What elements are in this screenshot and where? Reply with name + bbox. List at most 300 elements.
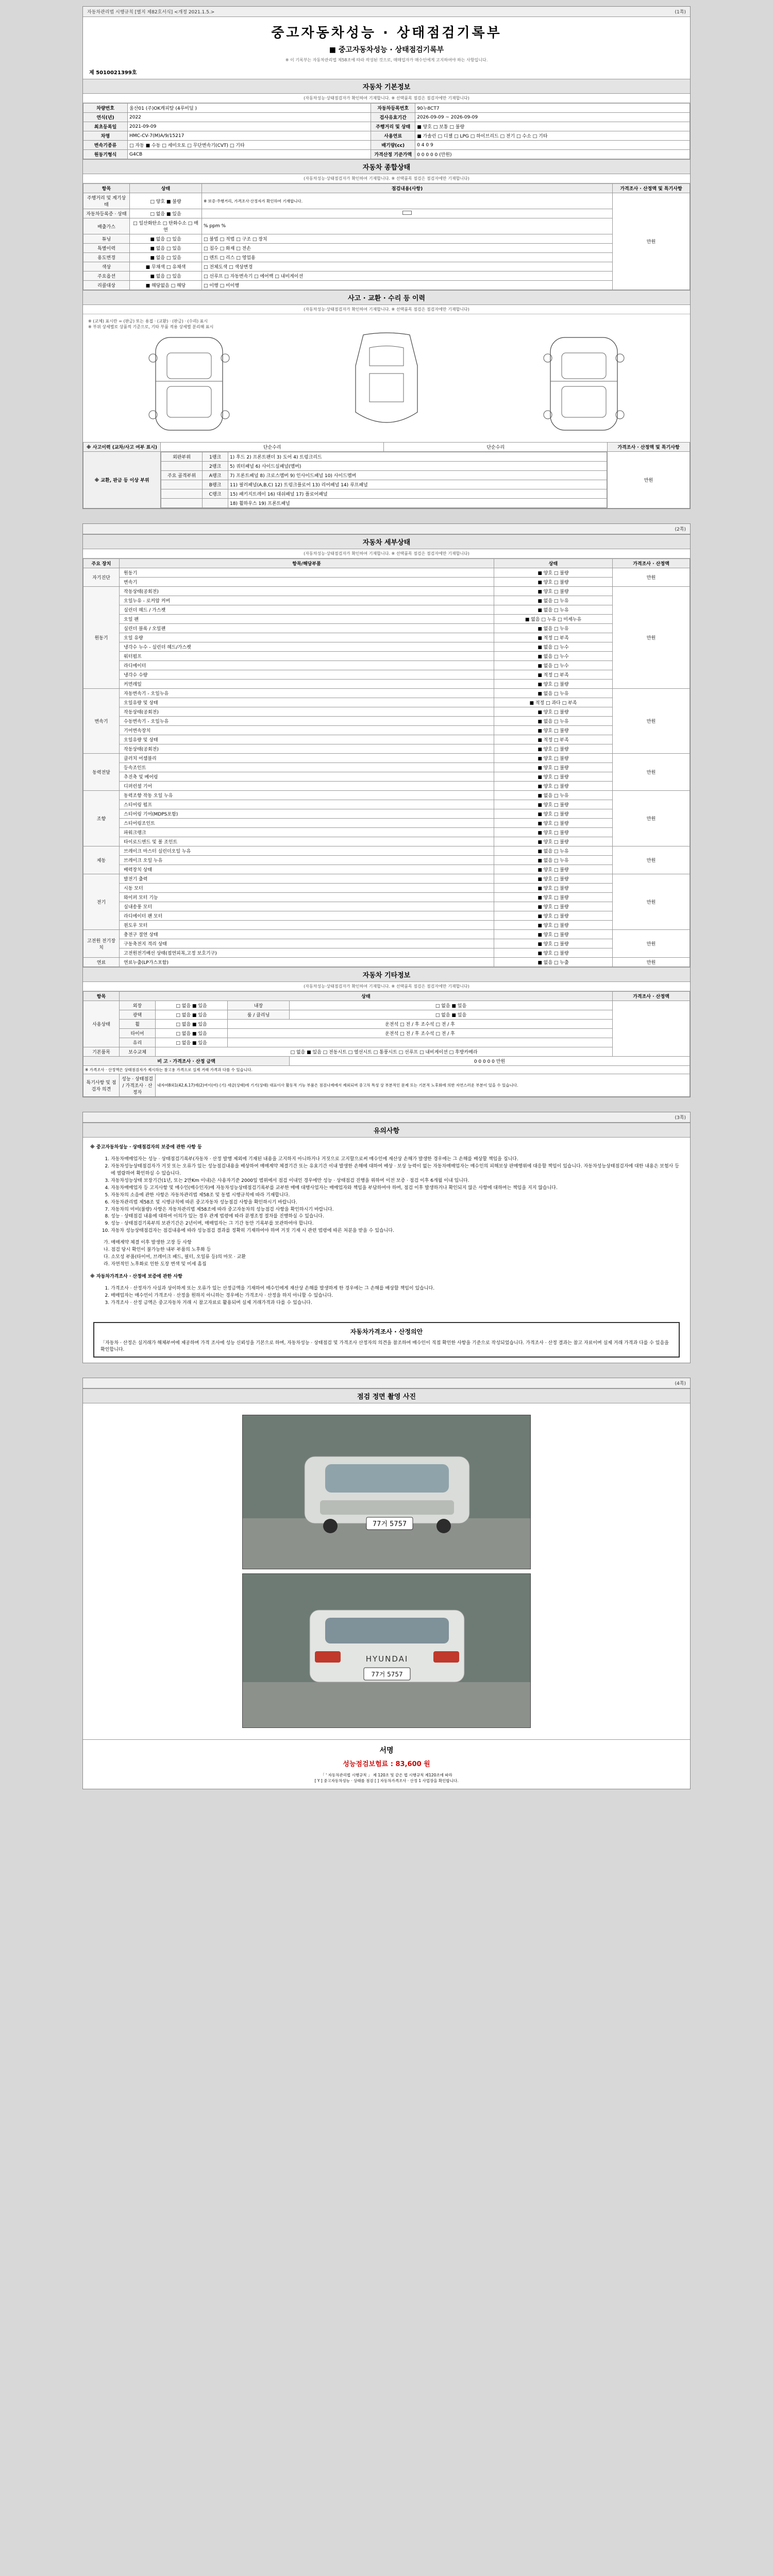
detail-state[interactable]: ■ 없음 □ 누유 □ 미세누유: [494, 615, 613, 624]
row-state[interactable]: ■ 없음 □ 있음: [130, 244, 202, 253]
part-names: 18) 휠하우스 19) 프론트패널: [228, 499, 607, 508]
detail-state[interactable]: ■ 양호 □ 불량: [494, 707, 613, 717]
detail-price: 만원: [613, 930, 690, 958]
car-diagrams: [88, 330, 685, 438]
table-row: [161, 489, 607, 499]
table-row: [83, 698, 690, 707]
diagram-legend-2: ※ 부위 상세별로 상품적 기준으로, 기타 부품 적용 상세별 분리해 표시: [88, 325, 214, 329]
notice-item: 4. 자동차매매업자 등 고지사항 및 매수인(매수인자)에 자동차성능상태점검기록부를 교부한 매매 대행사업자는 매매업자와 책임을 부담하여야 하며, 점검 이후 발생하거나 확인되지 않은 사항에 대하여는 책임을 지지 않습니다.: [111, 1185, 683, 1192]
table-row: [83, 1038, 690, 1047]
section-overall-note: (자동차성능·상태점검자가 확인하여 기재합니다. ※ 선택품목 점검은 점검자에만 기재합니다): [83, 174, 690, 183]
detail-part: 오일누유 - 로커암 커버: [120, 596, 494, 605]
odometer-box: [202, 209, 613, 218]
part-rank: 1랭크: [203, 452, 228, 462]
table-row: [83, 1029, 690, 1038]
form-legal-ref: 자동차관리법 시행규칙 [별지 제82호서식] <개정 2021.1.5.>: [87, 10, 215, 15]
detail-part: 라디에이터 팬 모터: [120, 911, 494, 921]
detail-state[interactable]: ■ 없음 □ 누유: [494, 624, 613, 633]
row-item: 용도변경: [83, 253, 130, 262]
row-state[interactable]: ■ 없음 □ 있음: [130, 234, 202, 244]
detail-part: 워터펌프: [120, 652, 494, 661]
notice-item: 5. 자동차의 소음에 관한 사항은 자동차관리법 제58조 및 동법 시행규칙에 따라 기재합니다.: [111, 1192, 683, 1199]
table-header-row: [83, 184, 690, 193]
table-row: [83, 837, 690, 846]
row-label: 변속기종류: [83, 141, 128, 150]
detail-state[interactable]: ■ 없음 □ 누유: [494, 856, 613, 865]
detail-state[interactable]: ■ 양호 □ 불량: [494, 921, 613, 930]
table-row: [83, 272, 690, 281]
table-row: [83, 735, 690, 744]
detail-part: 시동 모터: [120, 884, 494, 893]
section-other-note: (자동차성능·상태점검자가 확인하여 기재합니다. ※ 선택품목 점검은 점검자에만 기재합니다): [83, 982, 690, 991]
detail-group: 조향: [83, 791, 120, 846]
detail-part: 발전기 출력: [120, 874, 494, 884]
row-item: 색상: [83, 262, 130, 272]
row-value: G4CB: [128, 150, 371, 159]
detail-state[interactable]: ■ 양호 □ 불량: [494, 568, 613, 578]
part-group: 외판부위: [161, 452, 203, 462]
table-row: [83, 911, 690, 921]
detail-part: 등속조인트: [120, 763, 494, 772]
table-row: [83, 150, 690, 159]
table-row: [83, 605, 690, 615]
title-block: [83, 17, 690, 66]
row-state[interactable]: □ 일산화탄소 □ 탄화수소 □ 매연: [130, 218, 202, 234]
row-state[interactable]: ■ 무채색 □ 유채색: [130, 262, 202, 272]
odometer-value: [402, 211, 412, 215]
detail-state[interactable]: ■ 양호 □ 불량: [494, 874, 613, 884]
detail-state[interactable]: ■ 없음 □ 누유: [494, 717, 613, 726]
detail-state[interactable]: ■ 양호 □ 불량: [494, 587, 613, 596]
detail-group: 자기진단: [83, 568, 120, 587]
other-info-table: [83, 991, 690, 1097]
detail-state[interactable]: ■ 양호 □ 불량: [494, 680, 613, 689]
detail-part: 기어변속장치: [120, 726, 494, 735]
other-state[interactable]: □ 없음 ■ 있음: [156, 1029, 228, 1038]
row-detail: □ 불법 □ 적법 □ 구조 □ 장치: [202, 234, 613, 244]
detail-state[interactable]: ■ 양호 □ 불량: [494, 744, 613, 754]
table-row: [83, 615, 690, 624]
other-part-2: [228, 1038, 613, 1047]
diagram-legend-1: ※ (교체) 표시란 = (판금) 또는 용접 · (교환) · (판금) · (수리) 표시: [88, 319, 208, 324]
other-part-2: 내장: [228, 1001, 290, 1010]
detail-part: 스티어링 펌프: [120, 800, 494, 809]
other-group: 사용상태: [83, 1001, 120, 1047]
detail-state[interactable]: ■ 적정 □ 부족: [494, 633, 613, 642]
part-rank: A랭크: [203, 471, 228, 480]
detail-group: 고전원 전기장치: [83, 930, 120, 958]
row-item: 튜닝: [83, 234, 130, 244]
row-label: 주행거리 및 상태: [371, 122, 415, 131]
row-state[interactable]: □ 양호 ■ 불량: [130, 193, 202, 209]
table-row: [83, 193, 690, 209]
table-row: [83, 104, 690, 113]
other-state[interactable]: □ 없음 ■ 있음: [156, 1020, 228, 1029]
car-front-left-diagram: [140, 330, 238, 438]
row-detail: % ppm %: [202, 218, 613, 234]
table-row: [83, 624, 690, 633]
detail-group: 전기: [83, 874, 120, 930]
other-part-2[interactable]: 운전석 □ 전 / 후 조수석 □ 전 / 후: [228, 1029, 613, 1038]
other-price: [613, 1001, 690, 1057]
detail-state-table: [83, 558, 690, 967]
detail-state[interactable]: ■ 적정 □ 부족: [494, 735, 613, 744]
detail-part: 배력장치 상태: [120, 865, 494, 874]
notice-bar: 유의사항: [83, 1123, 690, 1138]
svg-text:77거 5757: 77거 5757: [371, 1670, 403, 1678]
notice-item: 10. 자동차 성능상태점검자는 점검내용에 따라 성능점검 결과를 정확히 기재하여야 하며 거짓 기재 시 관련 법령에 따른 처분을 받을 수 있습니다.: [111, 1228, 683, 1235]
other-state[interactable]: □ 없음 ■ 있음: [156, 1001, 228, 1010]
notice-subitem: 가. 매매계약 체결 이후 발생한 고장 등 사항: [104, 1240, 192, 1246]
notice-item: 7. 자동차의 미비(불량) 사항은 자동차관리법 제58조에 따라 중고자동차의 성능점검 사항을 확인하시기 바랍니다.: [111, 1207, 683, 1214]
overall-state-table: [83, 183, 690, 290]
photos-bar: 점검 정면 촬영 사진: [83, 1388, 690, 1403]
detail-part: 냉각수 수량: [120, 670, 494, 680]
detail-state[interactable]: ■ 없음 □ 누유: [494, 596, 613, 605]
document-title: 중고자동차성능 · 상태점검기록부: [271, 25, 502, 41]
detail-state[interactable]: ■ 양호 □ 불량: [494, 578, 613, 587]
notice-subitem: 라. 자연적인 노후화로 인한 도장 변색 및 미세 흠집: [104, 1262, 207, 1267]
detail-state[interactable]: ■ 양호 □ 불량: [494, 819, 613, 828]
row-label: 차명: [83, 131, 128, 141]
detail-state[interactable]: ■ 없음 □ 누수: [494, 661, 613, 670]
row-item: 주요옵션: [83, 272, 130, 281]
row-label: 사용연료: [371, 131, 415, 141]
parts-list-cell: [161, 452, 608, 509]
sheet3-topbar: [83, 1112, 690, 1123]
notice-item-2: 2. 매매업자는 매수인이 가격조사 · 산정을 원하지 아니하는 경우에는 가격조사 · 산정을 하지 아니할 수 있습니다.: [111, 1293, 683, 1300]
notice-subitem: 나. 점검 당시 확인이 불가능한 내부 부품의 노후화 등: [104, 1247, 211, 1253]
detail-state[interactable]: ■ 없음 □ 누수: [494, 642, 613, 652]
sheet2-topbar: [83, 524, 690, 534]
section-basic-info-bar: 자동차 기본정보: [83, 79, 690, 94]
sheet-3: [82, 1112, 691, 1363]
detail-part: 타이로드엔드 및 볼 조인트: [120, 837, 494, 846]
table-row: [83, 819, 690, 828]
table-row: [83, 791, 690, 800]
col-state: 상태: [120, 992, 613, 1001]
row-value: 0 0 0 0 0 (만원): [415, 150, 690, 159]
col-price: 가격조사 · 산정액 및 특기사항: [613, 184, 690, 193]
notice-item: 1. 자동차매매업자는 성능 · 상태점검기록부(자동차 · 산정 발행 제외에 기재된 내용을 고지하지 아니하거나 거짓으로 고지할으로써 매수인에 재산상 손해가 발생한 경우에는 그 손해를 배상할 책임을 집니다.: [111, 1156, 683, 1163]
col-price: 가격조사 · 산정액: [613, 559, 690, 568]
table-row: [83, 1010, 690, 1020]
page-number-2: (2쪽): [675, 527, 686, 532]
notice-subitem: 다. 소모성 부품(타이어, 브레이크 패드, 필터, 오일류 등)의 마모 · 교환: [104, 1255, 246, 1260]
table-row: [161, 480, 607, 489]
sheet1-topbar: [83, 7, 690, 17]
notice-item-2: 1. 가격조사 · 산정자가 사실과 상이하게 또는 오류가 있는 산정금액을 기재하여 매수인에게 재산상 손해를 발생하게 한 경우에는 그 손해를 배상할 책임이 있습니다.: [111, 1285, 683, 1293]
col-item: 항목: [83, 184, 130, 193]
table-row: [83, 939, 690, 948]
detail-state[interactable]: ■ 없음 □ 누수: [494, 652, 613, 661]
part-group: [161, 480, 203, 489]
table-row: [83, 131, 690, 141]
detail-state[interactable]: ■ 양호 □ 불량: [494, 809, 613, 819]
part-group: [161, 462, 203, 471]
part-group: [161, 489, 203, 499]
notice-heading-1: ※ 중고자동차성능 · 상태점검자의 보증에 관한 사항 등: [90, 1145, 202, 1150]
detail-price: 만원: [613, 958, 690, 967]
detail-state[interactable]: ■ 양호 □ 불량: [494, 948, 613, 958]
price-total-label: 비 고 · 가격조사 · 산정 금액: [83, 1057, 290, 1066]
col-device: 주요 장치: [83, 559, 120, 568]
part-rank: [203, 499, 228, 508]
notice-body: [83, 1138, 690, 1317]
table-row: [83, 707, 690, 717]
detail-state[interactable]: ■ 양호 □ 불량: [494, 837, 613, 846]
row-item: 배출가스: [83, 218, 130, 234]
part-group: [161, 499, 203, 508]
page-number-3: (3쪽): [675, 1115, 686, 1121]
part-group: 주요 골격부위: [161, 471, 203, 480]
detail-part: 오일유량 및 상태: [120, 735, 494, 744]
row-label: 배기량(cc): [371, 141, 415, 150]
detail-part: 브레이크 마스터 실린더오일 누유: [120, 846, 494, 856]
detail-part: 실린더 헤드 / 가스켓: [120, 605, 494, 615]
detail-state[interactable]: ■ 없음 □ 누유: [494, 846, 613, 856]
basic-info-table: [83, 103, 690, 159]
detail-state[interactable]: ■ 적정 □ 부족: [494, 670, 613, 680]
other-part-2[interactable]: 운전석 □ 전 / 후 조수석 □ 전 / 후: [228, 1020, 613, 1029]
detail-state[interactable]: ■ 양호 □ 불량: [494, 828, 613, 837]
row-price: 만원: [613, 193, 690, 290]
detail-group: 제동: [83, 846, 120, 874]
detail-state[interactable]: ■ 양호 □ 불량: [494, 800, 613, 809]
detail-state[interactable]: ■ 양호 □ 불량: [494, 772, 613, 782]
detail-state[interactable]: ■ 없음 □ 누유: [494, 689, 613, 698]
section-history-note: (자동차성능·상태점검자가 확인하여 기재합니다. ※ 선택품목 점검은 점검자에만 기재합니다): [83, 305, 690, 314]
table-row: [83, 726, 690, 735]
detail-part: 디퍼런셜 기어: [120, 782, 494, 791]
sheet-1: [82, 6, 691, 509]
row-label: 원동기형식: [83, 150, 128, 159]
detail-part: 윈도우 모터: [120, 921, 494, 930]
detail-part: 냉각수 누수 - 실린더 헤드/가스켓: [120, 642, 494, 652]
crash-label: ※ 사고이력 (교차/사고 여부 표시): [83, 443, 161, 452]
notice-heading-2: ※ 자동차가격조사 · 산정에 보증에 관한 사항: [90, 1274, 182, 1279]
notice-item: 6. 자동차관리법 제58조 및 시행규칙에 따른 중고자동차 성능점검 사항을 확인하시기 바랍니다.: [111, 1199, 683, 1207]
vehicle-rear-photo: [242, 1573, 531, 1728]
other-state-2[interactable]: □ 없음 ■ 있음: [290, 1010, 613, 1020]
detail-state[interactable]: ■ 양호 □ 불량: [494, 939, 613, 948]
table-row: [83, 763, 690, 772]
table-row: [83, 281, 690, 290]
table-row: [83, 958, 690, 967]
row-value: HMC-CV-7(M)A/9/15217: [128, 131, 371, 141]
detail-part: 파워크랭크: [120, 828, 494, 837]
notice-item: 8. 성능 · 상태점검 내용에 대하여 이의가 있는 경우 관계 법령에 따라 분쟁조정 절차를 진행하실 수 있습니다.: [111, 1213, 683, 1221]
history-price-value: 만원: [608, 452, 690, 509]
row-label: 최초등록일: [83, 122, 128, 131]
table-row: [83, 948, 690, 958]
notice-list: [90, 1156, 683, 1235]
other-state[interactable]: □ 없음 ■ 있음 □ 전동시트 □ 열선시트 □ 통풍시트 □ 선루프 □ 내비게이션 □ 후방카메라: [156, 1047, 613, 1057]
damage-diagram-box: [83, 314, 690, 442]
detail-part: 오일유량 및 상태: [120, 698, 494, 707]
row-state[interactable]: □ 없음 ■ 있음: [130, 209, 202, 218]
sheet-4: [82, 1378, 691, 1789]
part-rank: C랭크: [203, 489, 228, 499]
detail-part: 커먼레일: [120, 680, 494, 689]
detail-part: 작동상태(공회전): [120, 707, 494, 717]
table-row: [83, 568, 690, 578]
rear-photo-graphic: [243, 1574, 531, 1728]
detail-state[interactable]: ■ 양호 □ 불량: [494, 763, 613, 772]
row-value: 울산01 (주)OK캐피탈 (4루비딜 ): [128, 104, 371, 113]
col-price: 가격조사 · 산정액: [613, 992, 690, 1001]
row-detail: □ 이행 □ 미이행: [202, 281, 613, 290]
row-detail: ※ 보증·주행거리, 가격조사·산정자가 확인하여 기재합니다.: [202, 193, 613, 209]
table-row: [83, 884, 690, 893]
detail-price: 만원: [613, 791, 690, 846]
table-row: [83, 744, 690, 754]
detail-price: 만원: [613, 689, 690, 754]
detail-price: 만원: [613, 568, 690, 587]
row-label: 연식(년): [83, 113, 128, 122]
table-row: [83, 1066, 690, 1074]
crash-value-2: 단순수리: [384, 443, 608, 452]
detail-state[interactable]: ■ 양호 □ 불량: [494, 893, 613, 902]
other-group: 기본품목: [83, 1047, 120, 1057]
row-label: 가격산정 기준가액: [371, 150, 415, 159]
special-text: 내자여8외1(42,6,17)에(2)여이(여) (기) 세금(상태)에 기기(상태) 대표이사 활동적 기능 부품은 점검나제에서 제외되며 중고차 특성 상 부분적인 문제 또는 기본적 노후화에 의한 자연스러운 부분이 있을 수 있습니다.: [156, 1074, 690, 1097]
front-photo-graphic: [243, 1415, 531, 1569]
other-part-2: 룸 / 클리닝: [228, 1010, 290, 1020]
notice-sublist: [90, 1240, 683, 1268]
row-label: 차량번호: [83, 104, 128, 113]
document-subtitle: ■ 중고자동차성능 · 상태점검기록부: [329, 46, 444, 54]
table-row: [83, 1057, 690, 1066]
detail-part: 변속기: [120, 578, 494, 587]
table-row: [83, 1074, 690, 1097]
sheet4-topbar: [83, 1378, 690, 1388]
other-part: 보수교체: [120, 1047, 156, 1057]
table-row: [83, 253, 690, 262]
part-names: 11) 필러패널(A,B,C) 12) 트렁크플로어 13) 리어패널 14) 루프패널: [228, 480, 607, 489]
table-row: [83, 670, 690, 680]
detail-part: 수동변속기 - 오일누유: [120, 717, 494, 726]
table-row: [83, 893, 690, 902]
table-row: [83, 578, 690, 587]
row-value: 0 4 0 9: [415, 141, 690, 150]
table-row: [83, 443, 690, 452]
special-left: 성능 · 상태점검 / 가격조사 · 산정자: [120, 1074, 156, 1097]
other-part: 휠: [120, 1020, 156, 1029]
table-row: [83, 262, 690, 272]
detail-state[interactable]: ■ 양호 □ 불량: [494, 911, 613, 921]
svg-text:77거 5757: 77거 5757: [372, 1520, 407, 1528]
detail-part: 브레이크 오일 누유: [120, 856, 494, 865]
detail-state[interactable]: ■ 없음 □ 누출: [494, 958, 613, 967]
table-row: [83, 856, 690, 865]
price-head: 가격조사 · 산정액 및 특기사항: [608, 443, 690, 452]
detail-state[interactable]: ■ 양호 □ 불량: [494, 930, 613, 939]
inspection-fee: 성능점검보험료 : 83,600 원: [343, 1760, 430, 1768]
crash-value: 단순수리: [161, 443, 384, 452]
section-detail-bar: 자동차 세부상태: [83, 534, 690, 549]
table-row: [83, 921, 690, 930]
table-row: [83, 652, 690, 661]
detail-part: 실내송풍 모터: [120, 902, 494, 911]
row-state[interactable]: ■ 없음 □ 있음: [130, 253, 202, 262]
detail-part: 와이퍼 모터 기능: [120, 893, 494, 902]
other-state-2[interactable]: □ 없음 ■ 있음: [290, 1001, 613, 1010]
detail-price: 만원: [613, 754, 690, 791]
detail-part: 작동상태(공회전): [120, 587, 494, 596]
table-row: [83, 234, 690, 244]
row-value: ■ 가솔린 □ 디젤 □ LPG □ 하이브리드 □ 전기 □ 수소 □ 기타: [415, 131, 690, 141]
table-row: [83, 717, 690, 726]
section-basic-info-note: (자동차성능·상태점검자가 확인하여 기재합니다. ※ 선택품목 점검은 점검자에만 기재합니다): [83, 94, 690, 103]
part-rank: 2랭크: [203, 462, 228, 471]
other-part: 외장: [120, 1001, 156, 1010]
detail-part: 오일 유량: [120, 633, 494, 642]
detail-group: 변속기: [83, 689, 120, 754]
signature-footer-2: [ Y ] 중고자동차성능 · 상태를 점검 [ ] 자동차가격조사 · 산정 1 사업장을 확인합니다.: [314, 1778, 459, 1783]
detail-state[interactable]: ■ 없음 □ 누유: [494, 605, 613, 615]
detail-state[interactable]: ■ 양호 □ 불량: [494, 865, 613, 874]
row-value: 90누8CT7: [415, 104, 690, 113]
table-row: [83, 218, 690, 234]
table-row: [83, 828, 690, 837]
row-state[interactable]: ■ 없음 □ 있음: [130, 272, 202, 281]
declaration-box: [93, 1322, 680, 1358]
detail-price: 만원: [613, 874, 690, 930]
detail-state[interactable]: ■ 양호 □ 불량: [494, 884, 613, 893]
declaration-title: 자동차가격조사 · 산정의안: [350, 1328, 423, 1335]
col-detail: 점검내용(사항): [202, 184, 613, 193]
svg-text:HYUNDAI: HYUNDAI: [365, 1654, 409, 1664]
price-total-note: ※ 가격조사 · 산정액은 상태점검자가 제시하는 참고용 가격으로 실제 거래 가격과 다를 수 있습니다.: [83, 1066, 690, 1074]
signature-footer-1: 「 ' 자동차관리법 시행규칙 」 제 120조 및 같은 법 시행규칙 제120조에 따라: [321, 1772, 452, 1777]
table-row: [83, 141, 690, 150]
section-other-bar: 자동차 기타정보: [83, 967, 690, 982]
detail-part: 오일 팬: [120, 615, 494, 624]
table-row: [83, 680, 690, 689]
detail-state[interactable]: ■ 양호 □ 불량: [494, 726, 613, 735]
detail-state[interactable]: ■ 양호 □ 불량: [494, 754, 613, 763]
table-row: [161, 471, 607, 480]
row-state[interactable]: ■ 해당없음 □ 해당: [130, 281, 202, 290]
car-side-diagram: [535, 330, 633, 438]
row-value: □ 자동 ■ 수동 □ 세미오토 □ 무단변속기(CVT) □ 기타: [128, 141, 371, 150]
table-row: [83, 809, 690, 819]
detail-state[interactable]: ■ 없음 □ 누유: [494, 791, 613, 800]
special-label: 특기사항 및 점검자 의견: [83, 1074, 120, 1097]
detail-state[interactable]: ■ 양호 □ 불량: [494, 902, 613, 911]
table-row: [83, 800, 690, 809]
table-row: [83, 209, 690, 218]
price-total-value: 0 0 0 0 0 만원: [290, 1057, 690, 1066]
table-row: [83, 661, 690, 670]
row-item: 리콜대상: [83, 281, 130, 290]
signature-section: [83, 1739, 690, 1789]
detail-state[interactable]: ■ 양호 □ 불량: [494, 782, 613, 791]
table-row: [83, 596, 690, 605]
table-row: [83, 587, 690, 596]
table-row: [83, 244, 690, 253]
notice-item: 3. 자동차성능상태 보장기간(1년, 또는 2만Km 이내)은 사용자기준 2000일 범위에서 점검 이내인 경우에만 성능 · 상태점검 진행을 위하여 이전 보증 · 점검 이후 6개월 이내 입니다.: [111, 1178, 683, 1185]
detail-price: 만원: [613, 587, 690, 689]
row-value: 2021-09-09: [128, 122, 371, 131]
detail-part: 추진축 및 베어링: [120, 772, 494, 782]
other-state[interactable]: □ 없음 ■ 있음: [156, 1010, 228, 1020]
other-state[interactable]: □ 없음 ■ 있음: [156, 1038, 228, 1047]
row-value: ■ 양호 □ 보통 □ 불량: [415, 122, 690, 131]
detail-state[interactable]: ■ 적정 □ 과다 □ 부족: [494, 698, 613, 707]
section-detail-note: (자동차성능·상태점검자가 확인하여 기재합니다. ※ 선택품목 점검은 점검자에만 기재합니다): [83, 549, 690, 558]
